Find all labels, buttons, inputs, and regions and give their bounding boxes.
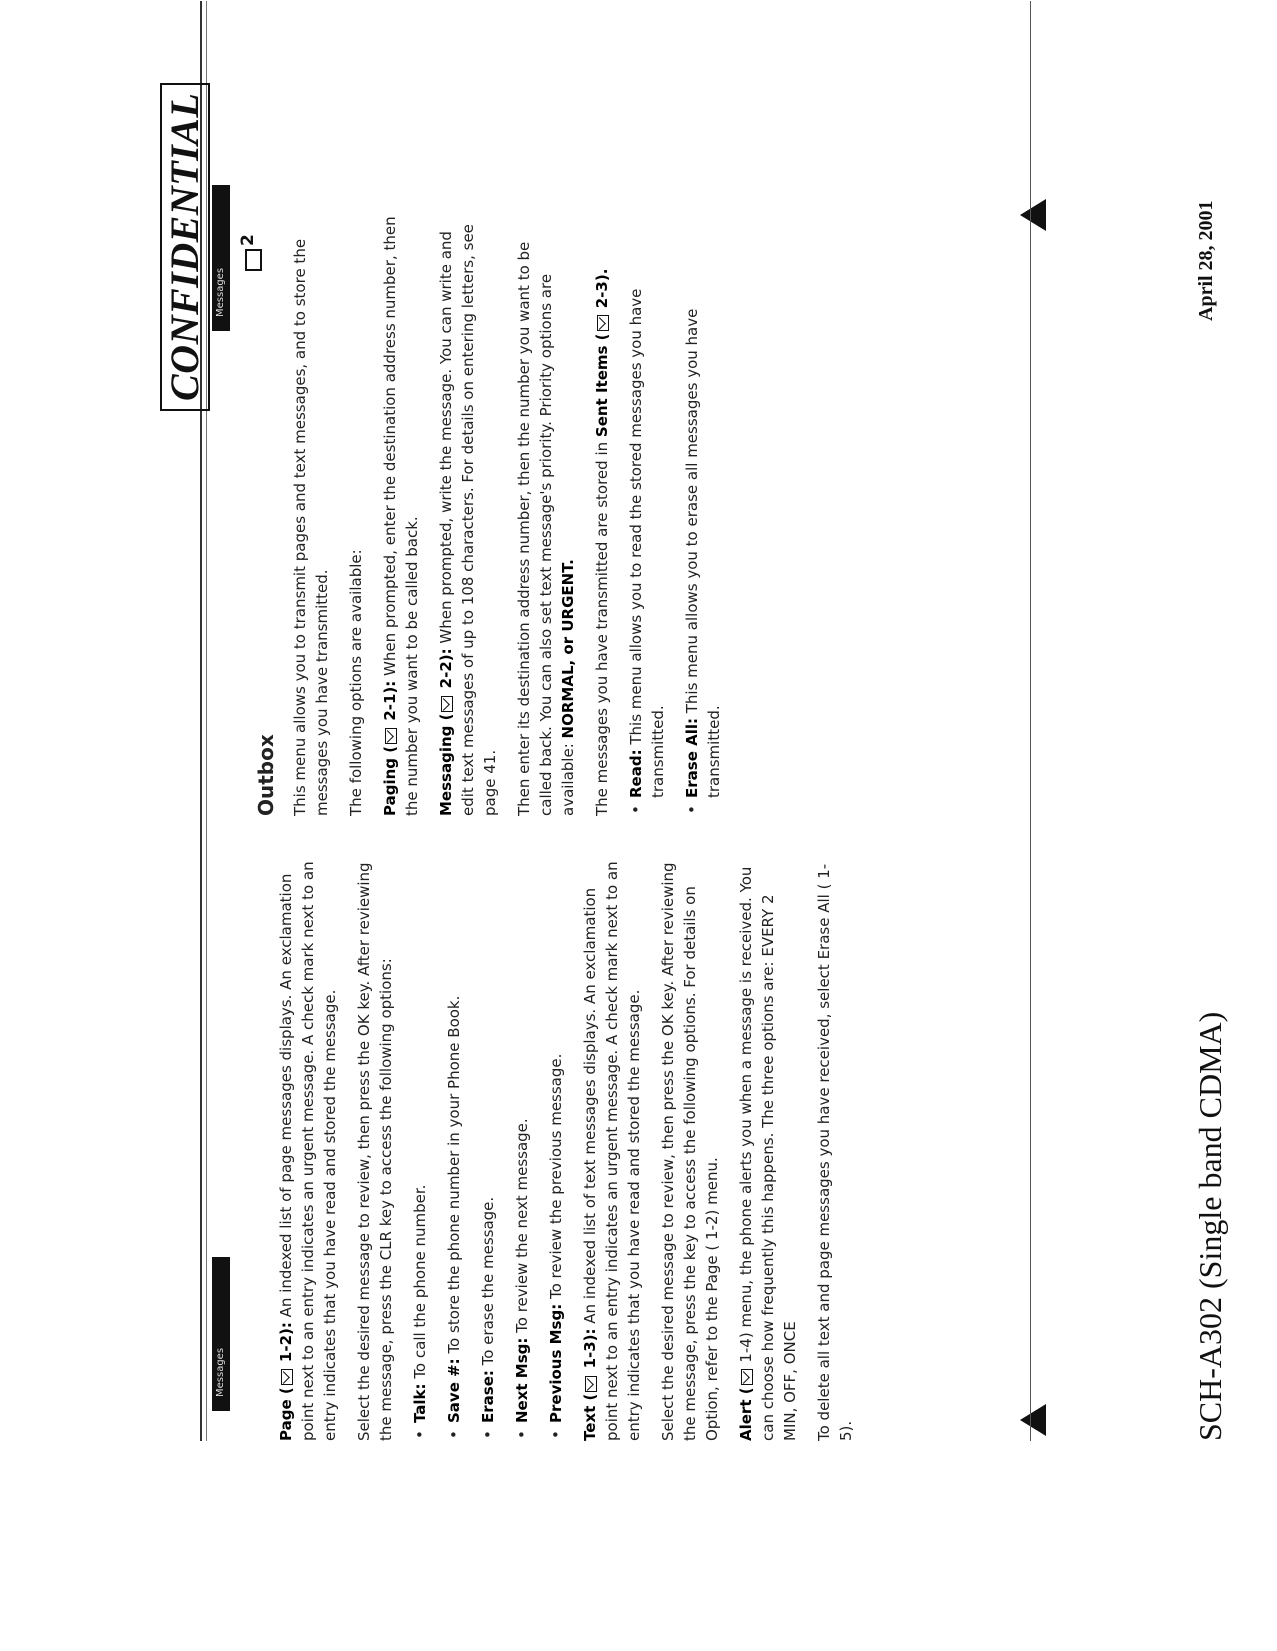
left-column [275, 861, 869, 1441]
outbox-title: Outbox [254, 734, 278, 816]
bullet-read: • Read: This menu allows you to read the stored messages you have transmitted. [625, 216, 669, 816]
envelope-icon [385, 728, 397, 744]
erase-all-paragraph: To delete all text and page messages you have received, select Erase All ( 1-5). [815, 863, 855, 1441]
alert-paragraph: Alert ( 1-4) menu, the phone alerts you when a message is received. You can choose how frequently this happens. The three options are: EVERY 2 MIN, OFF, ONCE [737, 866, 799, 1441]
bullet-previous: • Previous Msg: To review the previous message. [545, 861, 567, 1441]
right-column [255, 216, 737, 816]
confidential-stamp: CONFIDENTIAL [160, 83, 210, 411]
section-header-left: Messages [212, 1257, 230, 1411]
envelope-icon [741, 1369, 753, 1385]
page-number-badge-right [1020, 199, 1046, 231]
stored-paragraph: The messages you have transmitted are stored in Sent Items ( 2-3). [593, 268, 611, 816]
model-footer: SCH-A302 (Single band CDMA) [1192, 1011, 1228, 1441]
messaging-paragraph: Messaging ( 2-2): When prompted, write the message. You can write and edit text messages of up to 108 characters. For details on entering letters, see page 41. [437, 224, 499, 816]
page-number-badge-left [1020, 1404, 1046, 1436]
text-paragraph: Text ( 1-3): An indexed list of text messages displays. An exclamation point next to an entry indicates an urgent message. A check mark next to an entry indicates that you have read and stored the message. [581, 861, 643, 1441]
date-footer: April 28, 2001 [1195, 200, 1217, 321]
select-option-paragraph: Select the desired message to review, then press the OK key. After reviewing the message, press the key to access the following options. For details on Option, refer to the Page ( 1-2) menu. [659, 862, 721, 1441]
envelope-icon [441, 696, 453, 712]
bullet-next: • Next Msg: To review the next message. [511, 861, 533, 1441]
envelope-icon [597, 315, 609, 331]
bullet-erase: • Erase: To erase the message. [477, 861, 499, 1441]
bullet-erase-all: • Erase All: This menu allows you to erase all messages you have transmitted. [681, 216, 725, 816]
envelope-icon [585, 1376, 597, 1392]
paging-paragraph: Paging ( 2-1): When prompted, enter the destination address number, then the number you want to be called back. [381, 216, 421, 816]
page-paragraph: Page ( 1-2): An indexed list of page messages displays. An exclamation point next to an entry indicates an urgent message. A check mark next to an entry indicates that you have read and stored the message. [277, 861, 339, 1441]
bullet-talk: • Talk: To call the phone number. [409, 861, 431, 1441]
section-header-right: Messages [212, 185, 230, 331]
select-paragraph: Select the desired message to review, then press the OK key. After reviewing the message, press the CLR key to access the following options: [355, 862, 395, 1441]
then-paragraph: Then enter its destination address number, then the number you want to be called back. You can also set text message's priority. Priority options are available: NORMAL, or URGENT. [515, 241, 577, 816]
envelope-icon [281, 1369, 293, 1385]
bullet-save: • Save #: To store the phone number in your Phone Book. [443, 861, 465, 1441]
outbox-intro: This menu allows you to transmit pages and text messages, and to store the messages you have transmitted. [291, 238, 331, 816]
bottom-rule [1030, 1, 1031, 1441]
outbox-index: 2 [238, 234, 258, 246]
options-intro: The following options are available: [347, 549, 365, 816]
